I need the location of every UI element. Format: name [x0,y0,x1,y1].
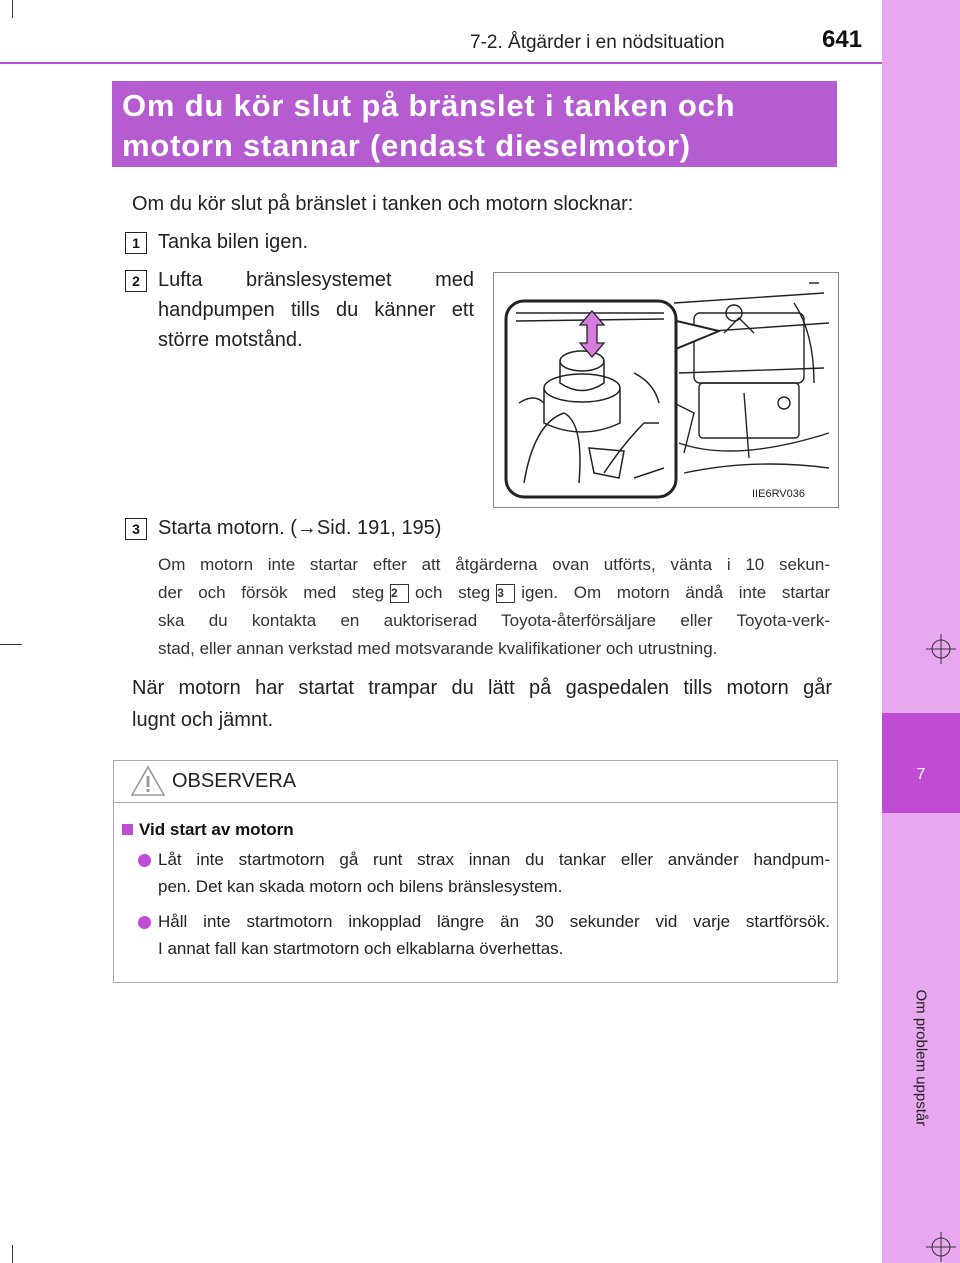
note-paragraph [158,551,830,663]
warning-subheading-text: Vid start av motorn [139,820,294,839]
warning-bullet-line: Håll inte startmotorn inkopplad längre än 30 sekunder vid varje startförsök. [158,912,830,931]
figure-code: IIE6RV036 [752,488,806,500]
note-line: stad, eller annan verkstad med motsvarande kvalifikationer och utrustning. [158,639,718,658]
step-ref-badge: 2 [390,584,409,603]
step-text-line: större motstånd. [158,329,303,351]
step-text [158,265,474,355]
header-divider [0,62,882,64]
warning-bullet-line: Låt inte startmotorn gå runt strax innan du tankar eller använder handpum- [158,850,830,869]
warning-subheading [122,820,294,840]
chapter-number: 7 [916,766,926,783]
result-line: lugnt och jämnt. [132,709,274,731]
step-text-line: Lufta bränslesystemet med [158,269,474,291]
warning-bullet-line: pen. Det kan skada motorn och bilens bränslesystem. [158,877,563,896]
warning-divider [113,802,838,803]
warning-triangle-icon [130,764,166,798]
page-number: 641 [822,26,863,53]
note-line [158,579,830,607]
section-heading-line2: motorn stannar (endast dieselmotor) [122,128,691,163]
crop-circle-icon [926,1232,956,1262]
warning-bullet [158,846,830,900]
step-text-line: handpumpen tills du känner ett [158,299,474,321]
bullet-dot-icon [138,916,151,929]
step-number-badge: 2 [125,270,147,292]
chapter-label: Om problem uppstår [912,989,930,1127]
result-line: När motorn har startat trampar du lätt på gaspedalen tills motorn går [132,677,832,699]
crop-mark [0,644,22,645]
step-number-badge: 1 [125,232,147,254]
note-line: ska du kontakta en auktoriserad Toyota-återförsäljare eller Toyota-verk- [158,611,830,630]
crop-mark [12,0,13,18]
intro-text: Om du kör slut på bränslet i tanken och motorn slocknar: [132,193,634,215]
warning-bullet [158,908,830,962]
page-header-title: 7-2. Åtgärder i en nödsituation [470,32,725,53]
square-bullet-icon [122,824,133,835]
note-line: Om motorn inte startar efter att åtgärderna ovan utförts, vänta i 10 sekun- [158,555,830,574]
warning-title: OBSERVERA [172,770,297,792]
crop-mark [12,1245,13,1263]
step-ref-badge: 3 [496,584,515,603]
result-paragraph [132,672,832,736]
note-text: och steg [415,583,491,602]
note-text: igen. Om motorn ändå inte startar [521,583,830,602]
chapter-number-tab [882,713,960,813]
crop-circle-icon [926,634,956,664]
step-text: Starta motorn. (→Sid. 191, 195) [158,517,442,539]
engine-illustration [493,272,839,508]
step-number-badge: 3 [125,518,147,540]
bullet-dot-icon [138,854,151,867]
warning-bullet-line: I annat fall kan startmotorn och elkablarna överhettas. [158,939,564,958]
section-heading-line1: Om du kör slut på bränslet i tanken och [122,88,736,123]
step-text: Tanka bilen igen. [158,231,309,253]
note-text: der och försök med steg [158,583,385,602]
hand-pump-illustration [494,273,838,507]
section-heading [122,86,832,166]
